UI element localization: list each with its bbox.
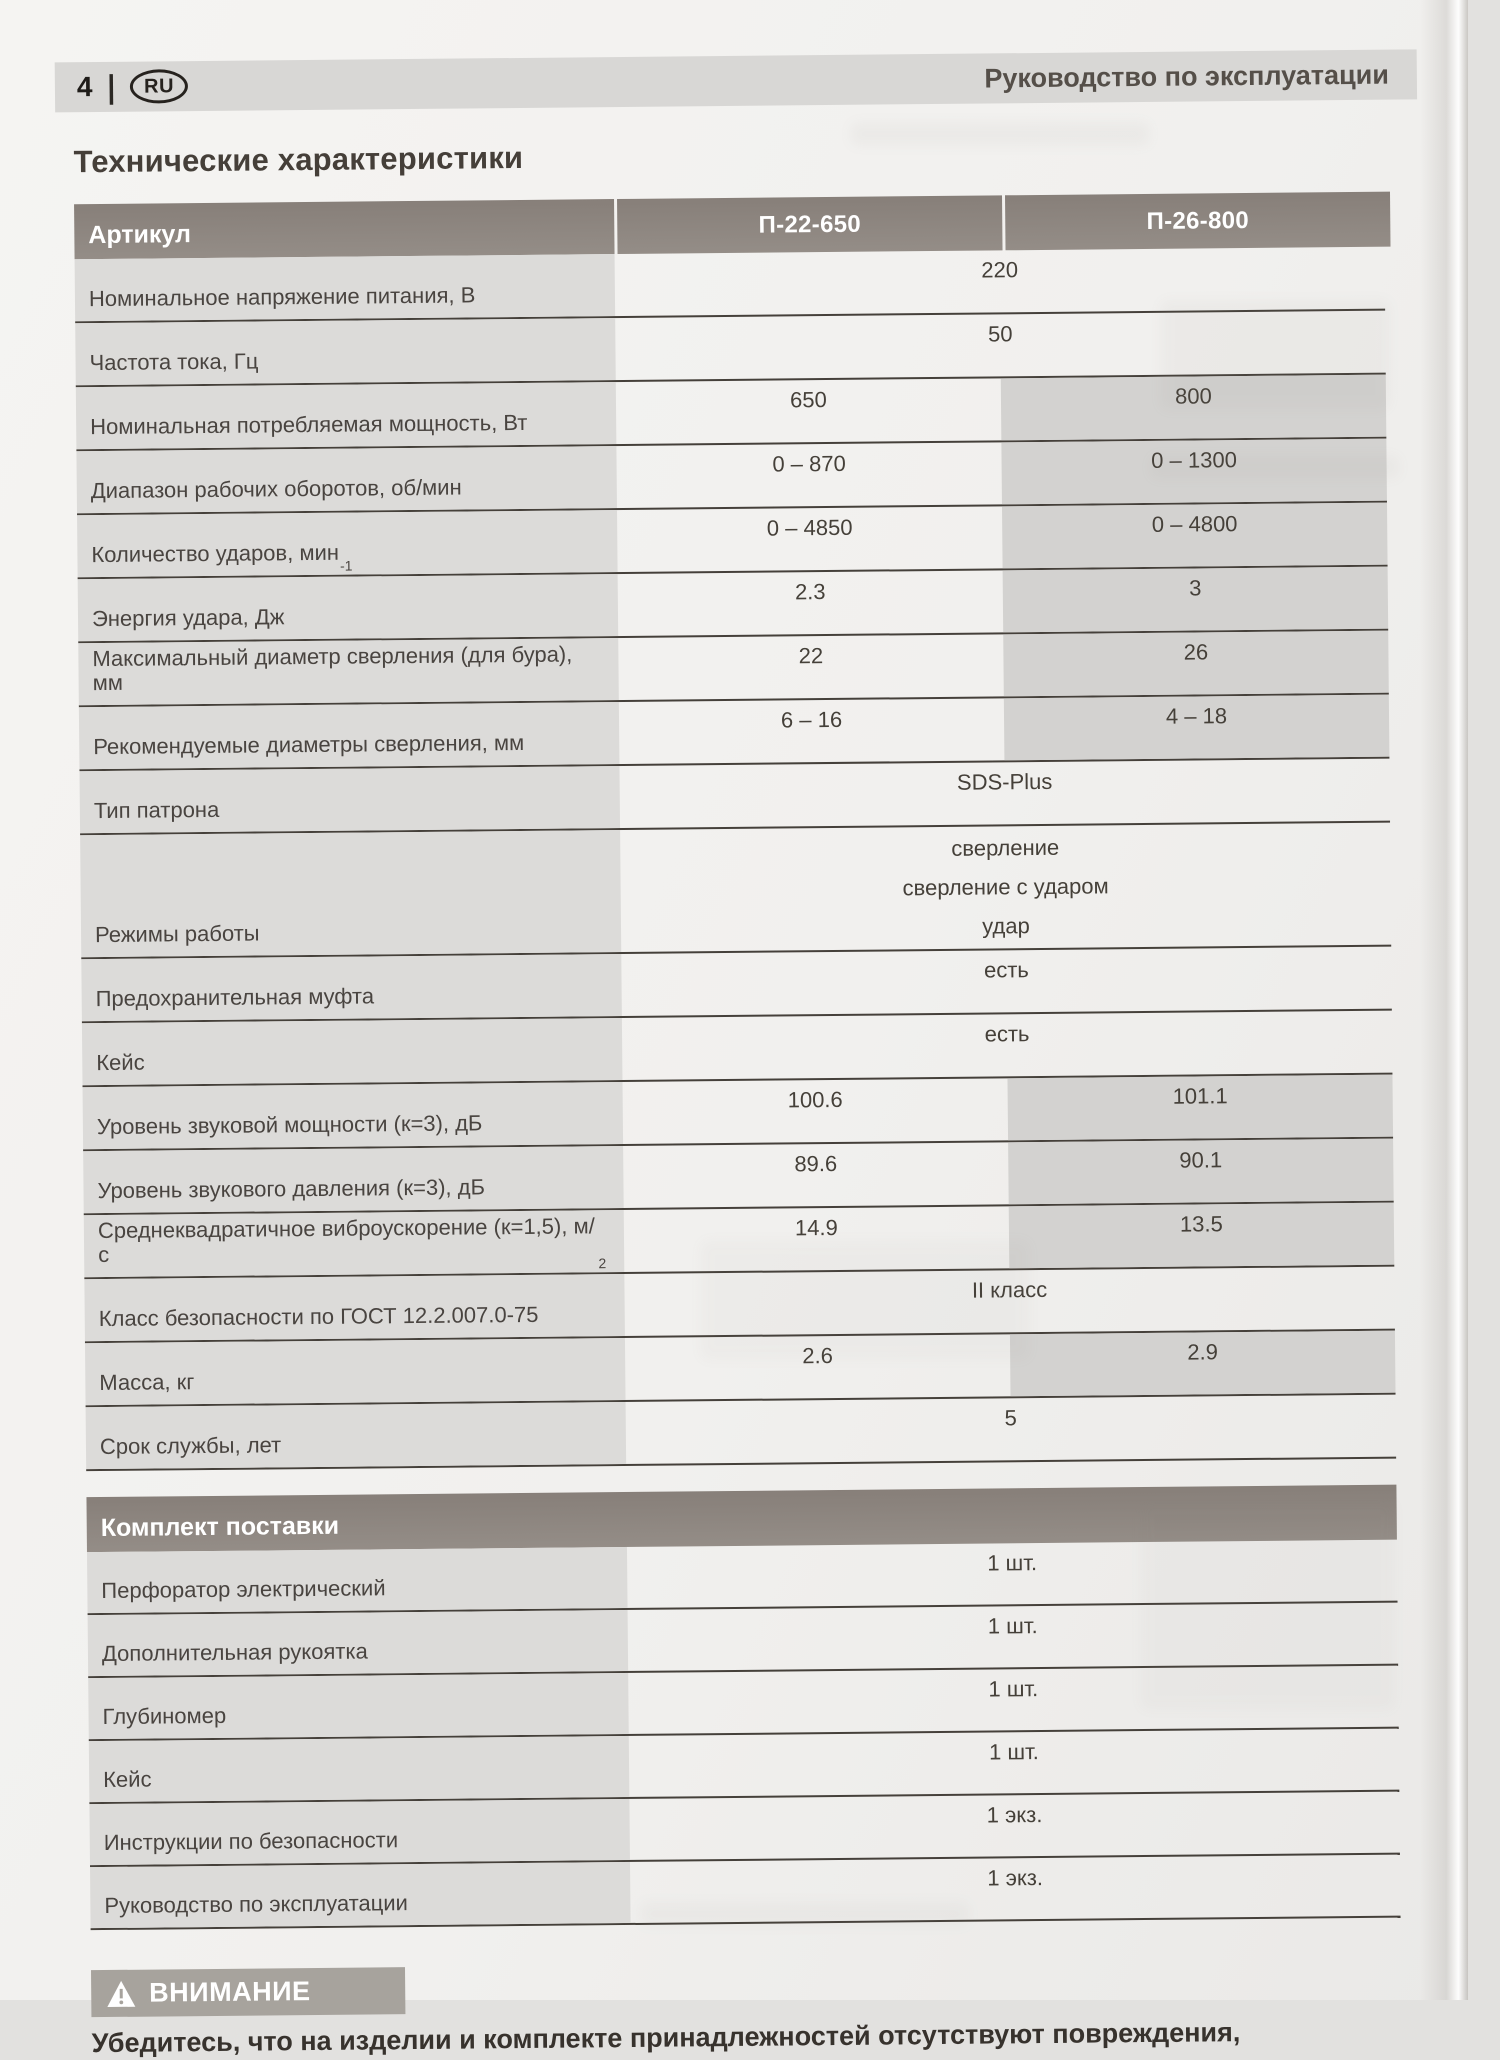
spec-label: Кейс (82, 1018, 623, 1085)
spec-label: Номинальное напряжение питания, В (75, 254, 616, 321)
spec-row-power (76, 373, 1387, 450)
package-row-hammer (87, 1540, 1398, 1614)
spec-value-merged: есть (622, 1011, 1393, 1080)
spec-value-merged: II класс (624, 1267, 1395, 1336)
spec-label: Максимальный диаметр сверления (для бура), мм (78, 638, 619, 705)
spec-value-model-2: 2.9 (1010, 1331, 1396, 1397)
package-table-body (87, 1540, 1401, 1931)
spec-value-merged: SDS-Plus (619, 759, 1390, 828)
spec-label: Уровень звуковой мощности (к=3), дБ (83, 1082, 624, 1149)
spec-value-model-2: 4 – 18 (1004, 695, 1390, 761)
spec-label: Уровень звукового давления (к=3), дБ (83, 1146, 624, 1213)
spec-value-model-1: 6 – 16 (619, 698, 1005, 764)
spec-label: Срок службы, лет (86, 1402, 627, 1469)
spec-value-model-1: 0 – 4850 (617, 506, 1003, 572)
package-item-label: Инструкции по безопасности (89, 1799, 630, 1865)
mode-line: сверление (951, 835, 1059, 862)
spec-label: Тип патрона (79, 766, 620, 833)
package-header-title: Комплект поставки (86, 1485, 1396, 1553)
spec-value-model-2: 800 (1001, 375, 1387, 441)
spec-row-max-drill-diameter (78, 629, 1389, 706)
page-number-separator: | (107, 68, 115, 105)
package-item-qty: 1 шт. (628, 1603, 1399, 1671)
package-row-case (89, 1727, 1400, 1803)
specs-header-article: Артикул (74, 199, 615, 259)
manual-title: Руководство по эксплуатации (984, 59, 1389, 94)
spec-label: Энергия удара, Дж (78, 574, 619, 641)
spec-value-model-2: 26 (1003, 631, 1389, 697)
spec-row-weight (85, 1329, 1396, 1406)
page-number: 4 (77, 71, 93, 103)
package-row-depth-gauge (88, 1664, 1399, 1740)
spec-label: Режимы работы (80, 830, 621, 957)
package-row-handle (88, 1601, 1399, 1677)
spec-value-model-1: 0 – 870 (616, 442, 1002, 508)
spec-row-impact-rate (77, 501, 1388, 578)
page-header-band (55, 49, 1417, 112)
spec-row-voltage (75, 247, 1386, 322)
section-title: Технические характеристики (73, 131, 1448, 180)
spec-value-model-2: 13.5 (1009, 1203, 1395, 1269)
spec-row-vibration (84, 1201, 1395, 1278)
spec-value-model-2: 90.1 (1008, 1139, 1394, 1205)
package-row-safety-instructions (89, 1790, 1400, 1866)
spec-row-sound-power (83, 1073, 1394, 1150)
warning-label: ВНИМАНИЕ (149, 1976, 311, 2009)
spec-value-model-1: 650 (616, 378, 1002, 444)
spec-label: Класс безопасности по ГОСТ 12.2.007.0-75 (84, 1274, 625, 1341)
spec-value-model-1: 2.6 (625, 1334, 1011, 1400)
spec-value-merged-multiline (620, 823, 1391, 952)
mode-line: удар (982, 913, 1030, 939)
package-item-label: Глубиномер (88, 1673, 629, 1739)
spec-row-speed-range (76, 437, 1387, 514)
package-item-qty: 1 экз. (629, 1792, 1400, 1860)
package-table (86, 1485, 1400, 1931)
spec-row-operating-modes (80, 821, 1391, 958)
spec-row-service-life (86, 1393, 1397, 1470)
spec-label: Диапазон рабочих оборотов, об/мин (76, 446, 617, 513)
spec-value-model-2: 101.1 (1007, 1075, 1393, 1141)
spec-value-merged: есть (621, 947, 1392, 1016)
warning-icon (106, 1979, 136, 2007)
spec-row-impact-energy (78, 565, 1389, 642)
footer-notice-text: Убедитесь, что на изделии и комплекте принадлежностей отсутствуют повреждения, (92, 2015, 1432, 2059)
package-row-manual (90, 1853, 1401, 1929)
spec-label: Номинальная потребляемая мощность, Вт (76, 382, 617, 449)
spec-label (77, 510, 618, 577)
spec-value-merged: 5 (626, 1395, 1397, 1464)
language-badge: RU (130, 69, 188, 104)
specs-table (74, 192, 1396, 1472)
spec-label: Частота тока, Гц (75, 318, 616, 385)
spec-value-model-1: 14.9 (624, 1206, 1010, 1272)
spec-row-sound-pressure (83, 1137, 1394, 1214)
package-item-label: Кейс (89, 1736, 630, 1802)
package-item-qty: 1 шт. (627, 1540, 1398, 1608)
spec-row-case (82, 1009, 1393, 1086)
spec-value-model-1: 100.6 (622, 1078, 1008, 1144)
spec-value-model-1: 89.6 (623, 1142, 1009, 1208)
mode-line: сверление с ударом (902, 873, 1108, 901)
specs-header-model-2: П-26-800 (1005, 192, 1391, 251)
spec-label: Предохранительная муфта (81, 954, 622, 1021)
package-item-qty: 1 шт. (629, 1729, 1400, 1797)
page-header-left (77, 69, 188, 104)
package-item-label: Дополнительная рукоятка (88, 1610, 629, 1676)
spec-row-safety-class (84, 1265, 1395, 1342)
spec-label-text: Среднеквадратичное виброускорение (к=1,5), м/с (98, 1214, 598, 1268)
spec-label-text: Количество ударов, мин (91, 541, 339, 568)
spec-row-chuck-type (79, 757, 1390, 834)
specs-header-model-1: П-22-650 (617, 195, 1003, 254)
spec-label: Масса, кг (85, 1338, 626, 1405)
spec-value-model-2: 0 – 4800 (1002, 503, 1388, 569)
spec-value-model-2: 0 – 1300 (1001, 439, 1387, 505)
spec-value-model-1: 22 (618, 634, 1004, 700)
spec-value-merged: 220 (615, 247, 1386, 316)
package-item-qty: 1 шт. (628, 1666, 1399, 1734)
spec-row-recommended-diameters (79, 693, 1390, 770)
package-item-qty: 1 экз. (630, 1855, 1401, 1923)
spec-label (84, 1210, 625, 1277)
spec-label: Рекомендуемые диаметры сверления, мм (79, 702, 620, 769)
warning-box (91, 1967, 405, 2017)
spec-row-safety-clutch (81, 945, 1392, 1022)
package-item-label: Руководство по эксплуатации (90, 1862, 631, 1928)
spec-row-frequency (75, 309, 1386, 386)
spec-value-model-2: 3 (1003, 567, 1389, 633)
spec-value-merged: 50 (615, 311, 1386, 380)
specs-table-body (75, 247, 1397, 1472)
spec-value-model-1: 2.3 (618, 570, 1004, 636)
package-item-label: Перфоратор электрический (87, 1547, 628, 1613)
